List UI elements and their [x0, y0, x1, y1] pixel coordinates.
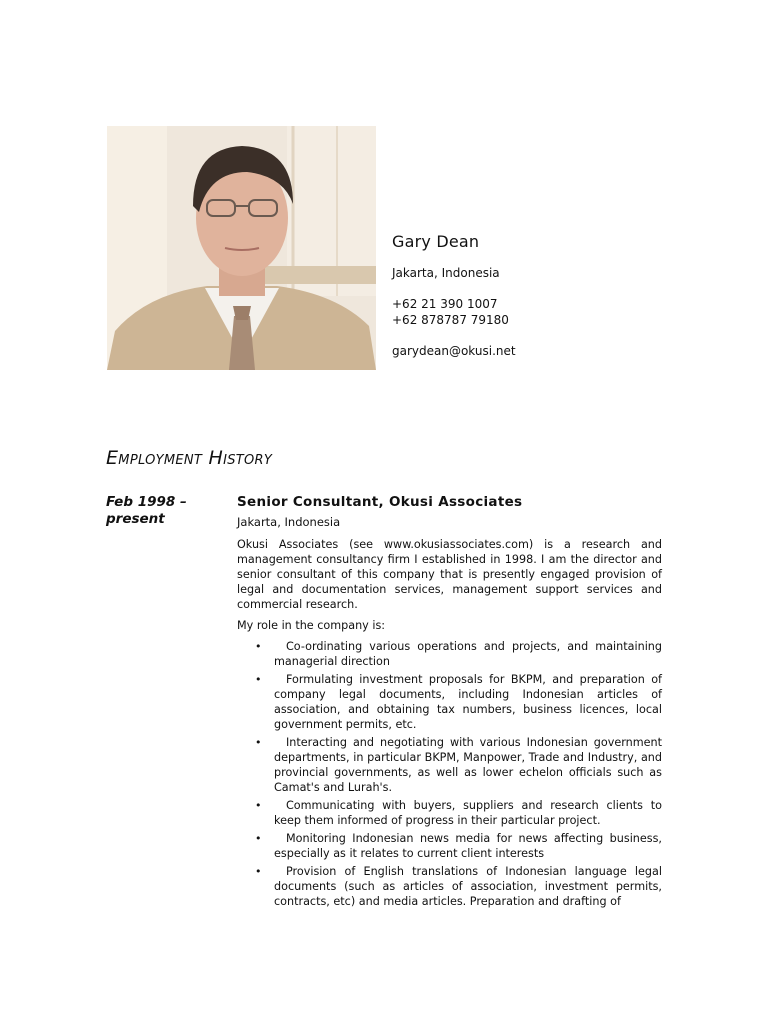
- bullet-icon: •: [255, 865, 262, 878]
- bullet-icon: •: [255, 736, 262, 749]
- job-location: Jakarta, Indonesia: [237, 515, 341, 529]
- duties-list: [237, 639, 662, 909]
- list-item: • Communicating with buyers, suppliers and research clients to keep them informed of progress in their particular project.: [255, 799, 662, 827]
- job-title: Senior Consultant, Okusi Associates: [237, 494, 523, 510]
- profile-photo: [107, 126, 376, 370]
- list-item: • Interacting and negotiating with various Indonesian government departments, in particular BKPM, Manpower, Trade and Industry, and provincial governments, as well as lower echelon officials such as Camat's and Lurah's.: [255, 736, 662, 794]
- phone-2: +62 878787 79180: [392, 313, 509, 327]
- bullet-icon: •: [255, 799, 262, 812]
- job-entry: [237, 494, 662, 912]
- section-title: Employment History: [106, 447, 273, 469]
- list-item: • Monitoring Indonesian news media for news affecting business, especially as it relates to current client interests: [255, 832, 662, 860]
- list-item: • Formulating investment proposals for BKPM, and preparation of company legal documents, including Indonesian articles of association, and obtaining tax numbers, business licences, local government permits, etc.: [255, 673, 662, 731]
- person-name: Gary Dean: [392, 232, 480, 251]
- list-item: • Provision of English translations of Indonesian language legal documents (such as articles of association, investment permits, contracts, etc) and media articles. Preparation and drafting of: [255, 865, 662, 908]
- contact-block: [392, 232, 692, 359]
- bullet-icon: •: [255, 640, 262, 653]
- person-location: Jakarta, Indonesia: [392, 266, 500, 280]
- phone-1: +62 21 390 1007: [392, 297, 498, 311]
- list-item: • Co-ordinating various operations and projects, and maintaining managerial direction: [255, 640, 662, 668]
- job-description: Okusi Associates (see www.okusiassociates.com) is a research and management consultancy firm I established in 1998. I am the director and senior consultant of this company that is presently engaged provision of legal and documentation services, management support services and commercial research.: [237, 538, 662, 611]
- role-intro: My role in the company is:: [237, 619, 386, 632]
- bullet-icon: •: [255, 832, 262, 845]
- email-address: garydean@okusi.net: [392, 344, 516, 358]
- bullet-icon: •: [255, 673, 262, 686]
- job-date: Feb 1998 – present: [106, 494, 187, 527]
